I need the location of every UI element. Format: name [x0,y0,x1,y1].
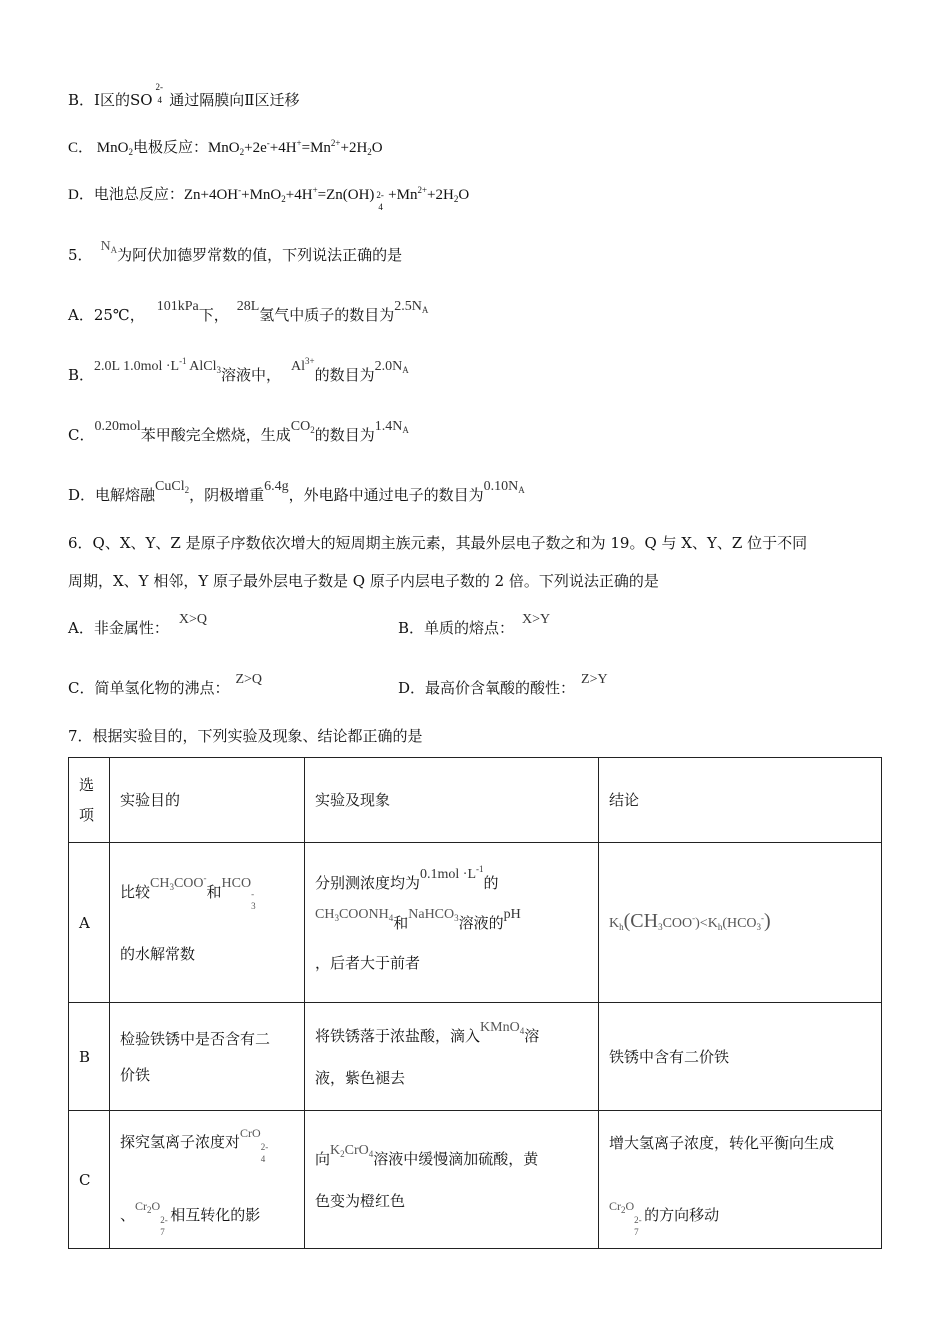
q5-option-b: B．2.0L $1.0mol \cdot L^{-1}$ AlCl$_3$溶液中， $Al^{3+}$的数目为$2.0N_A$ [68,356,409,384]
q5-stem: 5． $N_A$为阿伏加德罗常数的值，下列说法正确的是 [68,239,403,264]
q5-option-d: D．电解熔融CuCl$_2$，阴极增重6.4g，外电路中通过电子的数目为$0.10N_A$ [68,479,525,504]
table-row [69,1111,882,1249]
q4-option-c: C． MnO$_2$电极反应：$MnO_2+2e^-+4H^+=Mn^{2+}+2H_2O$ [68,138,383,157]
table-row [69,843,882,1003]
option-label: C [69,1111,110,1249]
purpose-cell: 比较$CH_3COO^-$和HCO - 3 的水解常数 [110,843,305,1003]
na-symbol: $N_A$ [100,239,118,255]
option-label: B [69,1003,110,1111]
experiment-cell: 向$K_2CrO_4$溶液中缓慢滴加硫酸，黄 色变为橙红色 [305,1111,599,1249]
q6-stem-line2: 周期，X、Y 相邻，Y 原子最外层电子数是 Q 原子内层电子数的 2 倍。下列说法正确的是 [68,572,659,590]
header-experiment: 实验及现象 [305,758,599,843]
conclusion-cell: 增大氢离子浓度，转化平衡向生成 $^{Cr_2O 2- 7}$ 的方向移动 [599,1111,882,1249]
conclusion-cell: 铁锈中含有二价铁 [599,1003,882,1111]
q6-option-b: B．单质的熔点： X>Y [398,612,551,637]
q6-option-d: D．最高价含氧酸的酸性： Z>Y [398,672,608,697]
q7-stem: 7．根据实验目的，下列实验及现象、结论都正确的是 [68,727,423,745]
conclusion-cell: $K_h(CH_3COO^-)<K_h(HCO_3^-)$ [599,843,882,1003]
table-row [69,1003,882,1111]
q4-option-d: D．电池总反应：Zn+4OH-+MnO$_2$+4H+=Zn(OH) 2- 4 $+Mn^{2+}+2H_2O$ [68,185,470,212]
header-purpose: 实验目的 [110,758,305,843]
q5-option-a: A．25℃， 101kPa下， 28L氢气中质子的数目为$2.5N_A$ [68,299,429,324]
purpose-cell: 检验铁锈中是否含有二 价铁 [110,1003,305,1111]
table-header-row [69,758,882,843]
q7-table [68,757,882,1249]
q6-option-c: C．简单氢化物的沸点： Z>Q [68,672,263,697]
experiment-cell: 分别测浓度均为$0.1mol \cdot L^{-1}$的 $CH_3COONH_4$和NaHCO$_3$溶液的pH ，后者大于前者 [305,843,599,1003]
q4-option-b: B．Ⅰ区的SO 2- 4 通过隔膜向Ⅱ区迁移 [68,82,300,109]
option-label: A [69,843,110,1003]
q5-option-c: C．0.20mol苯甲酸完全燃烧，生成$CO_2$的数目为$1.4N_A$ [68,419,409,444]
q6-stem-line1: 6．Q、X、Y、Z 是原子序数依次增大的短周期主族元素，其最外层电子数之和为 19。Q 与 X、Y、Z 位于不同 [68,534,808,552]
experiment-cell: 将铁锈落于浓盐酸，滴入KMnO$_4$溶 液，紫色褪去 [305,1003,599,1111]
q6-option-a: A．非金属性： X>Q [68,612,207,637]
purpose-cell: 探究氢离子浓度对$^{CrO 2- 4}$ 、$^{Cr_2O 2- 7}$ 相互转化的影 [110,1111,305,1249]
header-conclusion: 结论 [599,758,882,843]
header-option: 选 项 [69,758,110,843]
